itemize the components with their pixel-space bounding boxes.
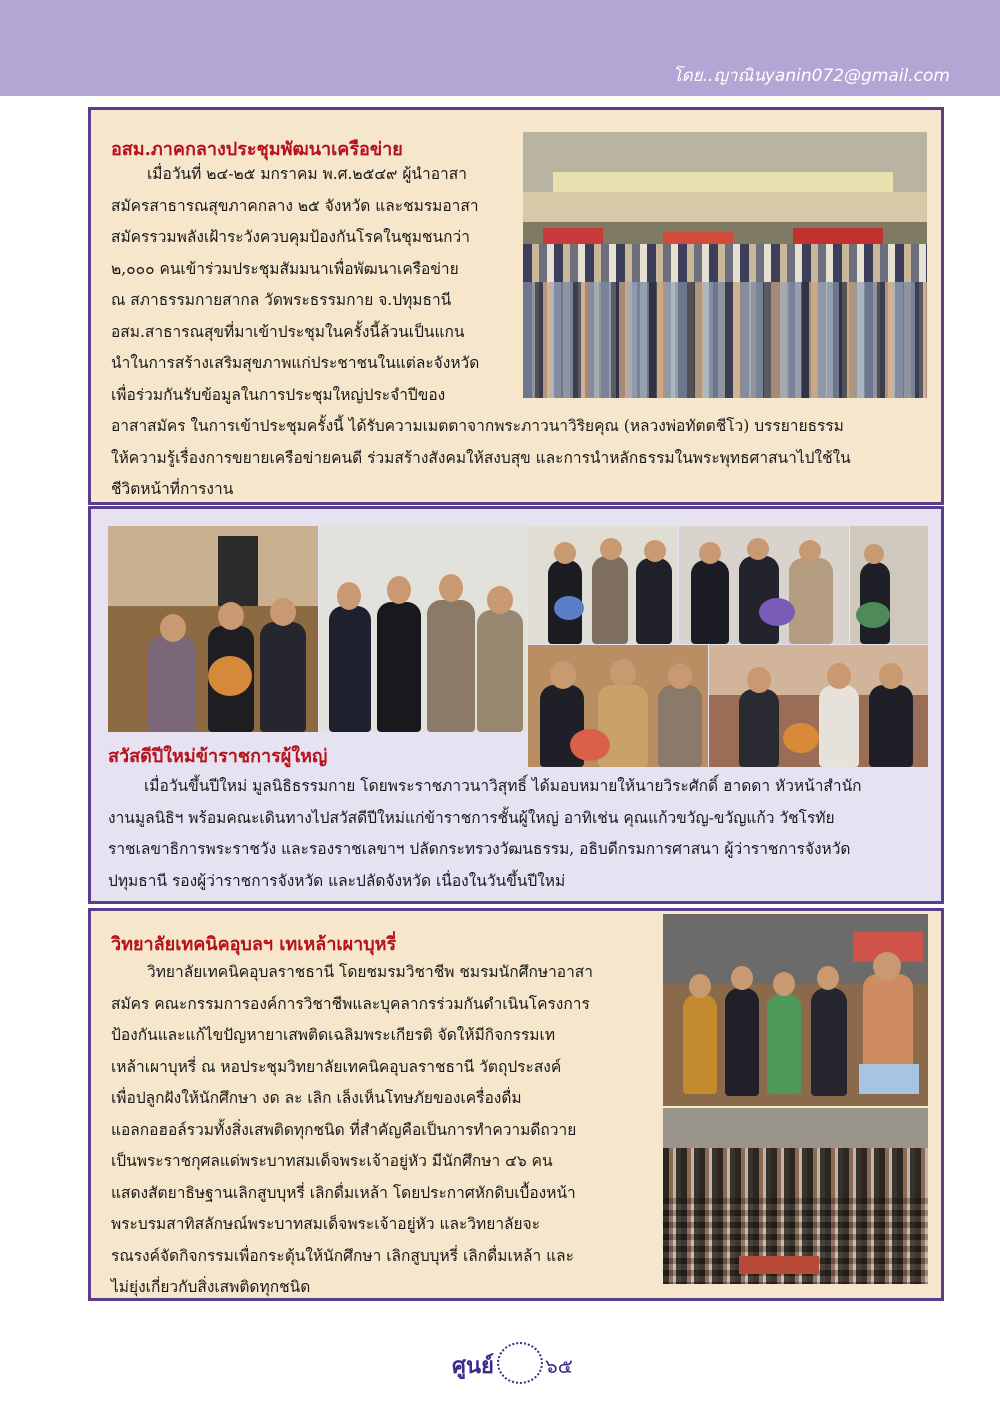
section1-paragraph-wide — [111, 411, 927, 506]
photo-greeting-7 — [709, 645, 928, 767]
text-line: อาสาสมัคร ในการเข้าประชุมครั้งนี้ ได้รับความเมตตาจากพระภาวนาวิริยคุณ (หลวงพ่อทัตตชีโว) บรรยายธรรม — [111, 417, 844, 435]
photo-greeting-2 — [319, 526, 527, 732]
section1-paragraph-narrow — [111, 159, 511, 411]
text-line: เพื่อร่วมกันรับข้อมูลในการประชุมใหญ่ประจำปีของ — [111, 385, 446, 404]
text-line: แสดงสัตยาธิษฐานเลิกสูบบุหรี่ เลิกดื่มเหล้า โดยประกาศหักดิบเบื้องหน้า — [111, 1183, 576, 1202]
text-line: อสม.สาธารณสุขที่มาเข้าประชุมในครั้งนี้ล้วนเป็นแกน — [111, 322, 465, 341]
footer-emblem-icon — [497, 1342, 543, 1384]
photo-greeting-4 — [679, 526, 849, 644]
text-line: ไม่ยุ่งเกี่ยวกับสิ่งเสพติดทุกชนิด — [111, 1278, 311, 1296]
section-ubon-technical-college — [88, 908, 944, 1301]
photo-greeting-6 — [528, 645, 708, 767]
text-line: นำในการสร้างเสริมสุขภาพแก่ประชาชนในแต่ละจังหวัด — [111, 354, 480, 372]
author-byline: โดย..ญาณินyanin072@gmail.com — [672, 66, 950, 86]
text-line: เมื่อวันที่ ๒๔-๒๕ มกราคม พ.ศ.๒๕๔๙ ผู้นำอาสา — [147, 165, 467, 183]
footer-logo: ศูนย์ — [452, 1353, 494, 1379]
text-line: แอลกอฮอล์รวมทั้งสิ่งเสพติดทุกชนิด ที่สำคัญคือเป็นการทำความดีถวาย — [111, 1120, 577, 1139]
text-line: เมื่อวันขึ้นปีใหม่ มูลนิธิธรรมกาย โดยพระราชภาวนาวิสุทธิ์ ได้มอบหมายให้นายวิระศักดิ์ ฮาดดา หัวหน้าสำนัก — [144, 777, 862, 795]
header-band — [0, 0, 1000, 96]
text-line: เป็นพระราชกุศลแด่พระบาทสมเด็จพระเจ้าอยู่หัว มีนักศึกษา ๔๖ คน — [111, 1152, 553, 1170]
photo-greeting-1 — [108, 526, 318, 732]
section-new-year-greetings — [88, 506, 944, 904]
section-title: สวัสดีปีใหม่ข้าราชการผู้ใหญ่ — [108, 746, 328, 767]
photo-greeting-3 — [528, 526, 678, 644]
text-line: สมัครรวมพลังเฝ้าระวังควบคุมป้องกันโรคในชุมชนกว่า — [111, 228, 470, 246]
photo-greeting-5 — [850, 526, 928, 644]
text-line: ให้ความรู้เรื่องการขยายเครือข่ายคนดี ร่วมสร้างสังคมให้สงบสุข และการนำหลักธรรมในพระพุทธศาสนาไปใช้ใน — [111, 448, 851, 467]
text-line: ๒,๐๐๐ คนเข้าร่วมประชุมสัมมนาเพื่อพัฒนาเครือข่าย — [111, 259, 459, 278]
text-line: สมัคร คณะกรรมการองค์การวิชาชีพและบุคลากรร่วมกันดำเนินโครงการ — [111, 994, 590, 1013]
text-line: สมัครสาธารณสุขภาคกลาง ๒๕ จังหวัด และชมรมอาสา — [111, 196, 479, 215]
text-line: ปทุมธานี รองผู้ว่าราชการจังหวัด และปลัดจังหวัด เนื่องในวันขึ้นปีใหม่ — [108, 871, 566, 890]
section-title: อสม.ภาคกลางประชุมพัฒนาเครือข่าย — [111, 139, 403, 160]
section3-paragraph — [111, 957, 641, 1304]
section-central-volunteers — [88, 107, 944, 505]
text-line: ชีวิตหน้าที่การงาน — [111, 480, 234, 498]
section-title: วิทยาลัยเทคนิคอุบลฯ เทเหล้าเผาบุหรี่ — [111, 934, 397, 955]
text-line: ราชเลขาธิการพระราชวัง และรองราชเลขาฯ ปลัดกระทรวงวัฒนธรรม, อธิบดีกรมการศาสนา ผู้ว่าราชการจังหวัด — [108, 840, 851, 858]
text-line: เหล้าเผาบุหรี่ ณ หอประชุมวิทยาลัยเทคนิคอุบลราชธานี วัตถุประสงค์ — [111, 1057, 562, 1076]
page-number: ๖๕ — [545, 1354, 573, 1378]
text-line: วิทยาลัยเทคนิคอุบลราชธานี โดยชมรมวิชาชีพ ชมรมนักศึกษาอาสา — [147, 963, 593, 981]
text-line: รณรงค์จัดกิจกรรมเพื่อกระตุ้นให้นักศึกษา เลิกสูบบุหรี่ เลิกดื่มเหล้า และ — [111, 1246, 574, 1265]
text-line: ณ สภาธรรมกายสากล วัดพระธรรมกาย จ.ปทุมธานี — [111, 291, 452, 309]
photo-crowd-meeting — [523, 132, 927, 398]
photo-college-audience — [663, 1108, 928, 1284]
photo-college-ceremony — [663, 914, 928, 1106]
text-line: งานมูลนิธิฯ พร้อมคณะเดินทางไปสวัสดีปีใหม่แก่ข้าราชการชั้นผู้ใหญ่ อาทิเช่น คุณแก้วขวัญ-ขวัญแก้ว วัชโรทัย — [108, 808, 835, 827]
text-line: พระบรมสาทิสลักษณ์พระบาทสมเด็จพระเจ้าอยู่หัว และวิทยาลัยจะ — [111, 1215, 541, 1233]
text-line: ป้องกันและแก้ไขปัญหายาเสพติดเฉลิมพระเกียรติ จัดให้มีกิจกรรมเท — [111, 1026, 556, 1044]
text-line: เพื่อปลูกฝังให้นักศึกษา งด ละ เลิก เล็งเห็นโทษภัยของเครื่องดื่ม — [111, 1089, 522, 1107]
section2-paragraph — [108, 771, 928, 897]
